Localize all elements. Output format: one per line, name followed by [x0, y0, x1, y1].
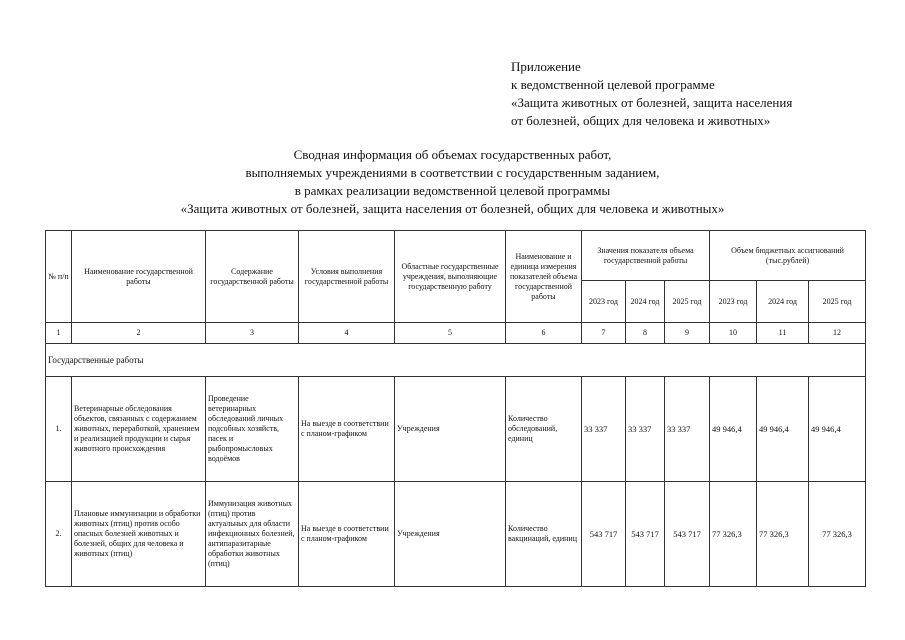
column-number: 12 [809, 323, 866, 344]
header-content: Содержание государственной работы [206, 231, 299, 323]
row-conditions: На выезде в соответствии с планом-графиком [299, 482, 395, 587]
row-budget-2025: 77 326,3 [809, 482, 866, 587]
table-row [46, 377, 866, 482]
title-line: выполняемых учреждениями в соответствии с государственным заданием, [245, 165, 660, 180]
header-name: Наименование государственной работы [72, 231, 206, 323]
header-institutions: Областные государственные учреждения, выполняющие государственную работу [395, 231, 506, 323]
column-number: 4 [299, 323, 395, 344]
header-conditions: Условия выполнения государственной работы [299, 231, 395, 323]
row-budget-2023: 49 946,4 [710, 377, 757, 482]
appendix-line: к ведомственной целевой программе [511, 77, 715, 92]
column-number: 2 [72, 323, 206, 344]
column-number: 9 [665, 323, 710, 344]
title-line: Сводная информация об объемах государственных работ, [293, 147, 612, 162]
appendix-line: Приложение [511, 59, 581, 74]
header-num: № п/п [46, 231, 72, 323]
row-num: 1. [46, 377, 72, 482]
row-value-2025: 33 337 [665, 377, 710, 482]
row-budget-2024: 77 326,3 [757, 482, 809, 587]
header-budget-group: Объем бюджетных ассигнований (тыс.рублей) [710, 231, 866, 281]
column-number: 3 [206, 323, 299, 344]
row-name: Плановые иммунизации и обработки животных (птиц) против особо опасных болезней животных и болезней, общих для человека и животных (птиц) [72, 482, 206, 587]
row-value-2024: 543 717 [626, 482, 665, 587]
works-table [45, 230, 866, 587]
row-content: Проведение ветеринарных обследований личных подсобных хозяйств, пасек и рыбопромысловых водоёмов [206, 377, 299, 482]
header-year: 2023 год [582, 281, 626, 323]
row-budget-2024: 49 946,4 [757, 377, 809, 482]
row-indicator: Количество обследований, единиц [506, 377, 582, 482]
row-budget-2023: 77 326,3 [710, 482, 757, 587]
header-year: 2025 год [809, 281, 866, 323]
column-number: 8 [626, 323, 665, 344]
column-number: 7 [582, 323, 626, 344]
row-budget-2025: 49 946,4 [809, 377, 866, 482]
appendix-line: от болезней, общих для человека и животных» [511, 113, 771, 128]
column-number: 1 [46, 323, 72, 344]
header-year: 2023 год [710, 281, 757, 323]
header-year: 2025 год [665, 281, 710, 323]
header-values-group: Значения показателя объема государственной работы [582, 231, 710, 281]
column-number: 11 [757, 323, 809, 344]
column-number: 10 [710, 323, 757, 344]
row-value-2023: 33 337 [582, 377, 626, 482]
row-institutions: Учреждения [395, 482, 506, 587]
row-institutions: Учреждения [395, 377, 506, 482]
row-value-2025: 543 717 [665, 482, 710, 587]
row-num: 2. [46, 482, 72, 587]
title-line: в рамках реализации ведомственной целевой программы [294, 183, 611, 198]
column-number: 5 [395, 323, 506, 344]
row-name: Ветеринарные обследования объектов, связанных с содержанием животных, переработкой, хранением и реализацией продукции и сырья животного происхождения [72, 377, 206, 482]
row-content: Иммунизация животных (птиц) против актуальных для области инфекционных болезней, антипаразитарные обработки животных (птиц) [206, 482, 299, 587]
title-line: «Защита животных от болезней, защита населения от болезней, общих для человека и животных» [180, 201, 725, 216]
header-year: 2024 год [626, 281, 665, 323]
appendix-line: «Защита животных от болезней, защита населения [511, 95, 793, 110]
row-value-2023: 543 717 [582, 482, 626, 587]
table-row [46, 482, 866, 587]
row-indicator: Количество вакцинаций, единиц [506, 482, 582, 587]
row-value-2024: 33 337 [626, 377, 665, 482]
header-year: 2024 год [757, 281, 809, 323]
header-indicator: Наименование и единица измерения показателей объема государственной работы [506, 231, 582, 323]
document-title [0, 146, 905, 218]
row-conditions: На выезде в соответствии с планом-графиком [299, 377, 395, 482]
appendix-block [511, 58, 792, 130]
section-title: Государственные работы [46, 344, 866, 377]
column-number: 6 [506, 323, 582, 344]
